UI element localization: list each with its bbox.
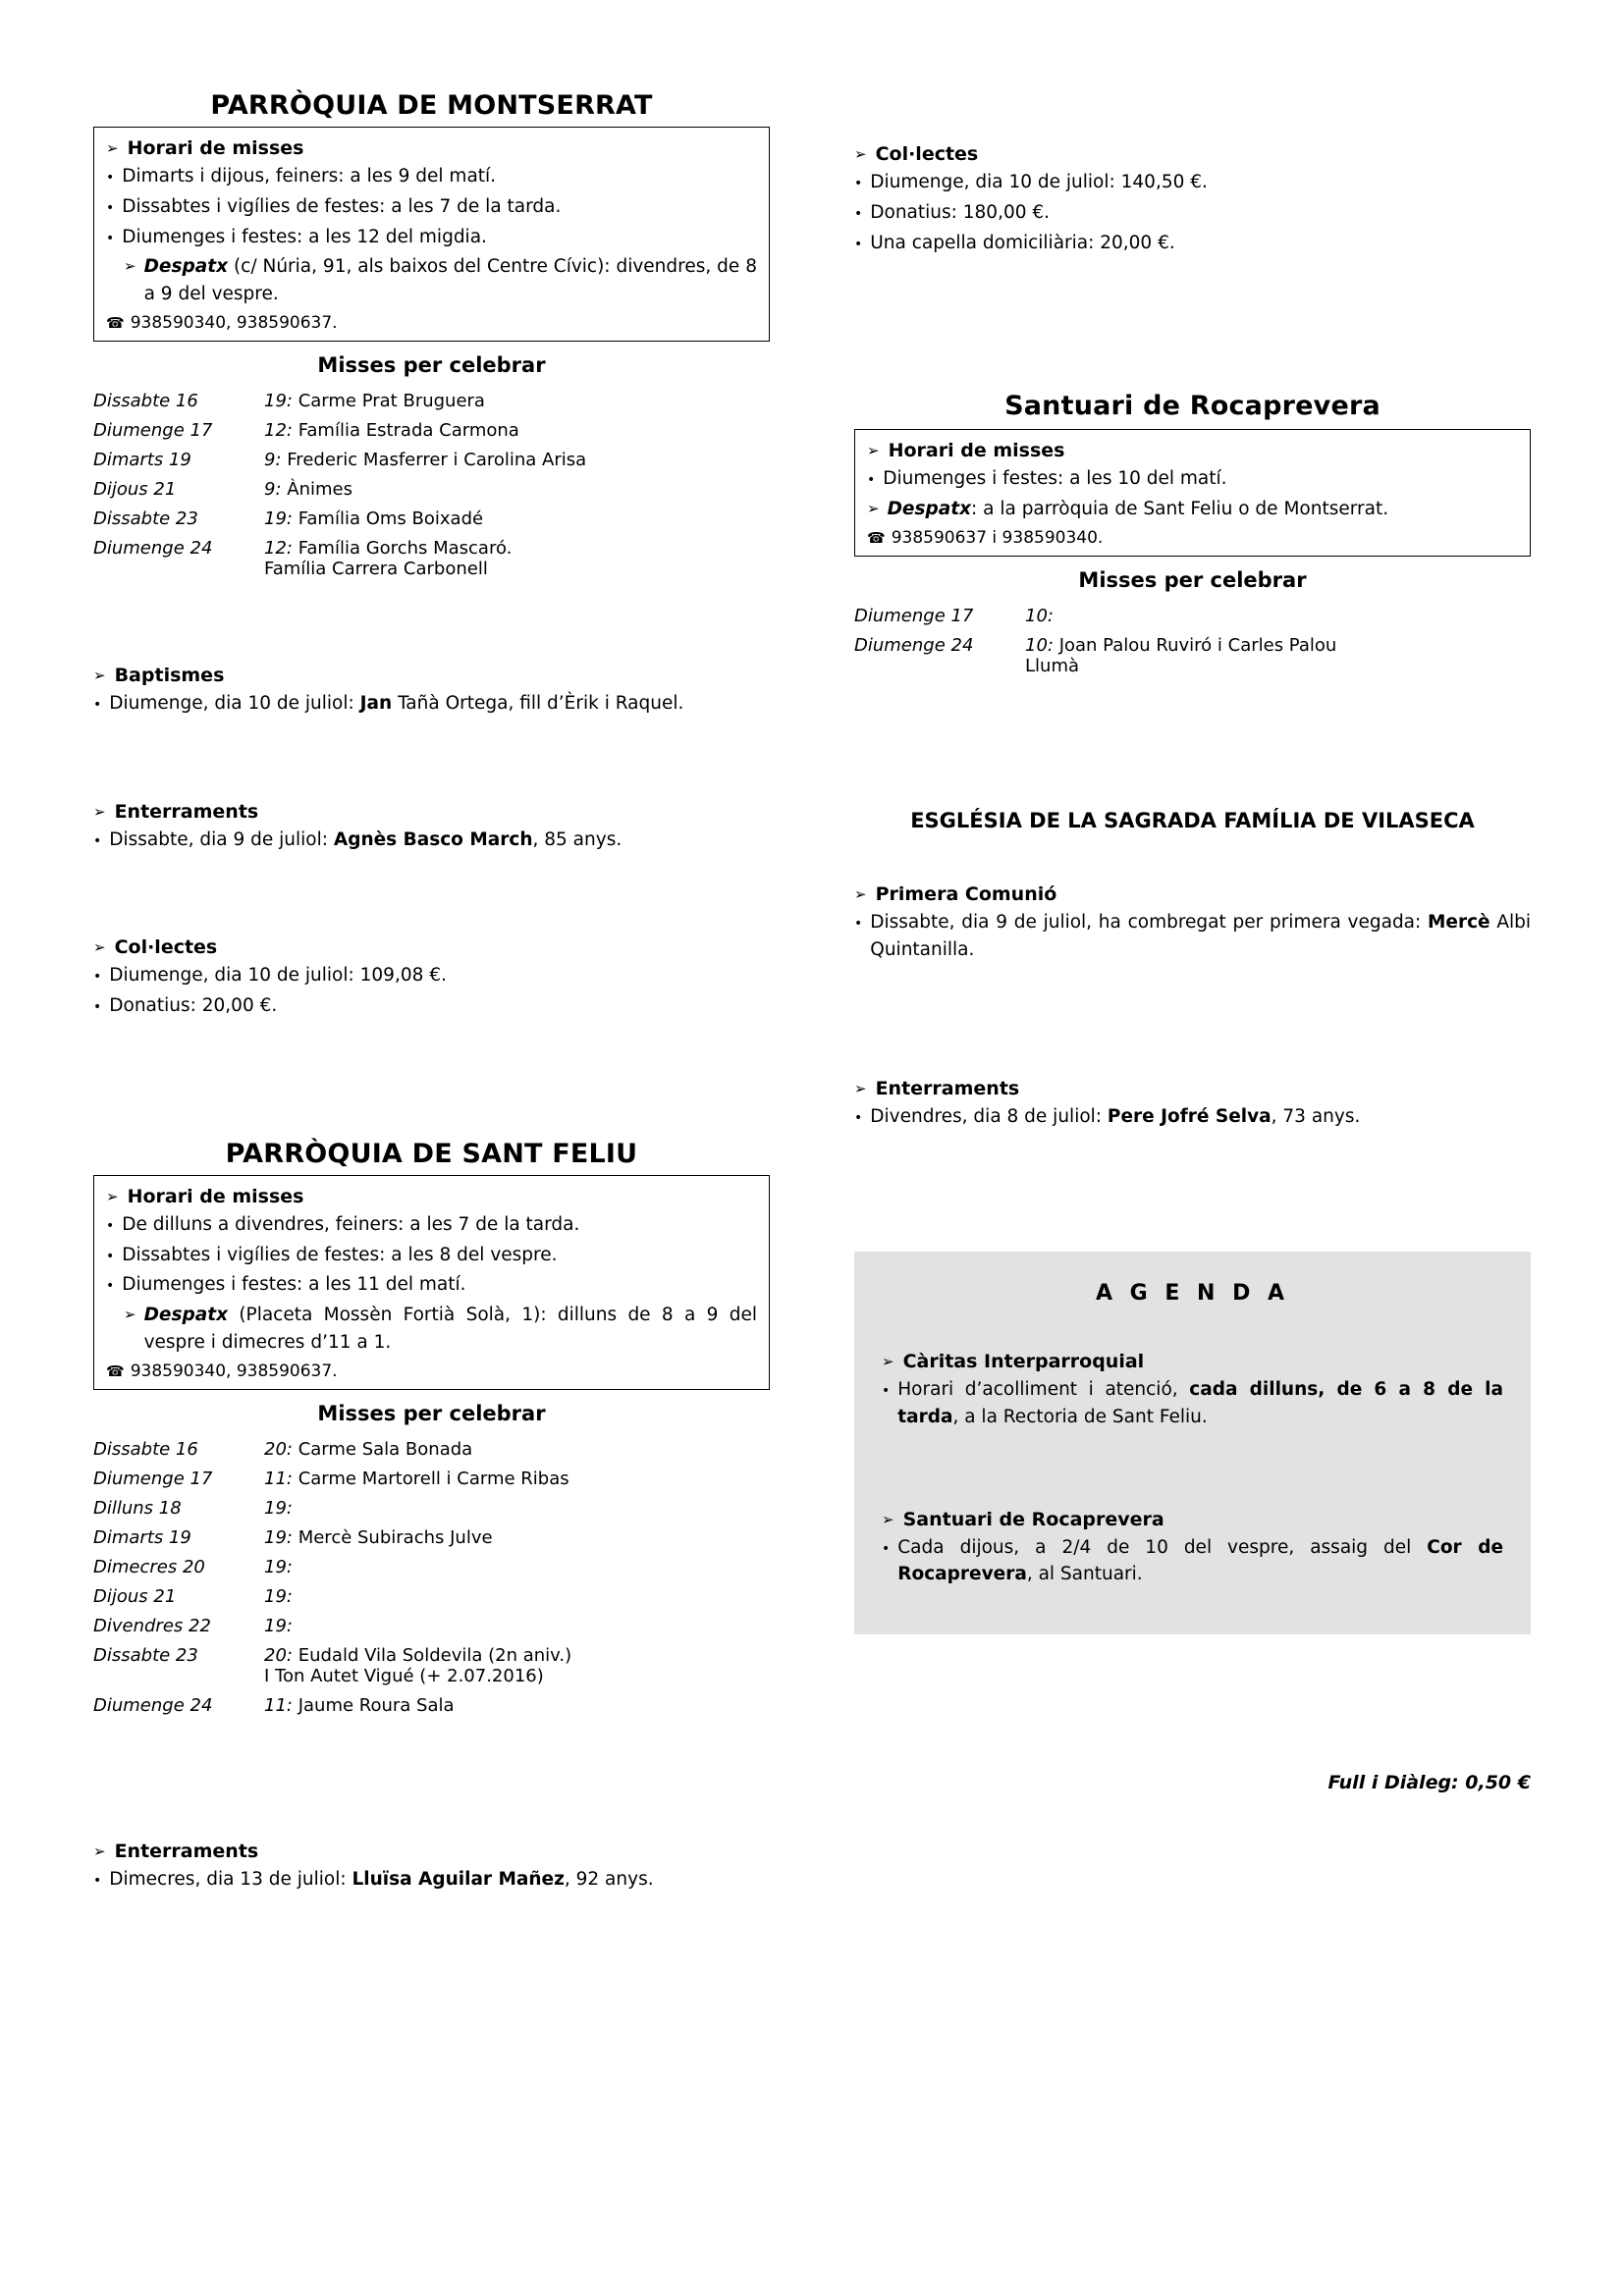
montserrat-despatx (106, 253, 757, 308)
schedule-item (106, 1271, 757, 1299)
page-title-vilaseca: ESGLÉSIA DE LA SAGRADA FAMÍLIA DE VILASECA (910, 808, 1475, 832)
entry-suffix: , 92 anys. (564, 1868, 654, 1890)
entry-suffix: Tañà Ortega, fill d’Èrik i Raquel. (392, 692, 684, 714)
arrow-icon: ➢ (106, 139, 119, 157)
mass-intention: Carme Martorell i Carme Ribas (298, 1468, 569, 1489)
collectes-text: Diumenge, dia 10 de juliol: 109,08 €. (109, 965, 447, 987)
mass-intention: Eudald Vila Soldevila (2n aniv.) (298, 1645, 572, 1666)
schedule-item (867, 465, 1518, 493)
mass-day: Dissabte 16 (93, 1439, 198, 1460)
mass-hour: 19: (264, 1557, 293, 1577)
montserrat-collectes-right-block (854, 143, 1531, 256)
mass-hour: 19: (264, 508, 293, 530)
table-row (93, 475, 770, 505)
arrow-icon: ➢ (106, 1187, 119, 1205)
arrow-icon: ➢ (93, 666, 106, 684)
mass-hour: 12: (264, 420, 293, 442)
mass-day: Diumenge 17 (93, 420, 213, 442)
mass-hour: 19: (264, 1616, 293, 1636)
entry-name: Jan (359, 692, 393, 714)
mass-hour: 11: (264, 1695, 293, 1716)
table-row (93, 1691, 770, 1721)
schedule-item (106, 1211, 757, 1239)
table-row (93, 534, 770, 584)
arrow-icon: ➢ (93, 802, 106, 821)
bullet-icon: • (854, 205, 863, 222)
mass-detail (260, 1553, 770, 1582)
table-row (93, 416, 770, 446)
mass-detail (260, 1465, 770, 1494)
mass-day: Dilluns 18 (93, 1498, 182, 1519)
mass-detail (260, 446, 770, 475)
mass-detail (260, 1494, 770, 1523)
baptismes-heading (93, 665, 770, 686)
mass-intention: Ànimes (287, 479, 352, 501)
agenda-panel (854, 1252, 1531, 1634)
enterraments-entry (854, 1103, 1531, 1131)
arrow-icon: ➢ (854, 145, 867, 163)
mass-intention: Joan Palou Ruviró i Carles Palou (1058, 635, 1337, 657)
heading-text: Col·lectes (114, 936, 218, 959)
mass-day: Dijous 21 (93, 479, 177, 501)
entry-prefix: Cada dijous, a 2/4 de 10 del vespre, assaig del (897, 1536, 1428, 1558)
mass-day: Dimecres 20 (93, 1557, 205, 1577)
heading-text: Enterraments (114, 1840, 259, 1862)
montserrat-enterraments-block (93, 801, 770, 854)
arrow-icon: ➢ (124, 257, 136, 276)
mass-hour: 9: (264, 450, 282, 471)
enterraments-heading (854, 1078, 1531, 1099)
santfeliu-despatx (106, 1302, 757, 1357)
mass-day: Diumenge 17 (854, 606, 974, 627)
montserrat-baptismes-block (93, 665, 770, 718)
mass-intention: Família Estrada Carmona (298, 420, 519, 442)
mass-intention: Frederic Masferrer i Carolina Arisa (287, 450, 587, 471)
schedule-item-text: Diumenges i festes: a les 12 del migdia. (122, 226, 487, 247)
heading-text: Horari de misses (127, 137, 304, 159)
two-column-layout (93, 69, 1531, 1896)
schedule-item (106, 163, 757, 190)
enterraments-heading (93, 801, 770, 823)
bullet-icon: • (93, 969, 102, 986)
right-column (854, 69, 1531, 1793)
despatx-text: (c/ Núria, 91, als baixos del Centre Cívic): divendres, de 8 a 9 del vespre. (143, 256, 757, 304)
collectes-heading (93, 936, 770, 958)
vilaseca-comunio-block (854, 883, 1531, 964)
mass-hour: 19: (264, 1498, 293, 1519)
table-row (93, 1435, 770, 1465)
agenda-rocaprevera-heading (882, 1509, 1503, 1530)
enterraments-entry (93, 827, 770, 854)
table-row (854, 602, 1531, 631)
table-row (93, 1553, 770, 1582)
mass-hour: 9: (264, 479, 282, 501)
table-row (93, 505, 770, 534)
entry-prefix: Dissabte, dia 9 de juliol: (109, 828, 334, 850)
arrow-icon: ➢ (882, 1510, 894, 1528)
collectes-entry (854, 199, 1531, 227)
enterraments-entry (93, 1866, 770, 1894)
entry-highlight: cada dilluns, de 6 a 8 de la tarda (897, 1379, 1504, 1427)
bullet-icon: • (882, 1540, 891, 1557)
mass-intention-second: Llumà (1025, 656, 1080, 677)
mass-day: Dimarts 19 (93, 450, 191, 471)
mass-intention-second: Família Carrera Carbonell (264, 559, 488, 580)
rocaprevera-phone (867, 528, 1518, 548)
entry-highlight: Cor de Rocaprevera (897, 1536, 1504, 1585)
santfeliu-schedule-heading (106, 1186, 757, 1207)
schedule-item-text: Diumenges i festes: a les 11 del matí. (122, 1274, 466, 1296)
collectes-text: Diumenge, dia 10 de juliol: 140,50 €. (870, 172, 1208, 192)
montserrat-schedule-box (93, 127, 770, 342)
agenda-rocaprevera-entry (882, 1534, 1503, 1589)
mass-intention: Carme Prat Bruguera (298, 391, 485, 412)
bullet-icon: • (854, 1110, 863, 1127)
arrow-icon: ➢ (882, 1353, 894, 1370)
table-row (93, 387, 770, 416)
bullet-icon: • (106, 199, 115, 216)
schedule-item-text: Dimarts i dijous, feiners: a les 9 del matí. (122, 166, 497, 187)
mass-detail (260, 534, 770, 584)
entry-name: Agnès Basco March (333, 828, 533, 850)
mass-day: Diumenge 24 (93, 538, 213, 560)
bullet-icon: • (854, 236, 863, 252)
despatx-text: : a la parròquia de Sant Feliu o de Montserrat. (971, 499, 1389, 519)
mass-day: Diumenge 24 (93, 1695, 213, 1716)
mass-intention: Jaume Roura Sala (298, 1695, 455, 1716)
page-title-rocaprevera: Santuari de Rocaprevera (1004, 391, 1380, 422)
mass-hour: 19: (264, 1586, 293, 1607)
rocaprevera-schedule-heading (867, 440, 1518, 461)
phone-icon: ☎ (867, 528, 886, 547)
arrow-icon: ➢ (93, 938, 106, 957)
bullet-icon: • (106, 230, 115, 246)
collectes-entry (93, 992, 770, 1020)
collectes-entry (854, 169, 1531, 196)
mass-day: Dissabte 16 (93, 391, 198, 412)
bullet-icon: • (106, 1217, 115, 1234)
heading-text: Horari de misses (888, 440, 1065, 462)
mass-day: Divendres 22 (93, 1616, 211, 1636)
table-row (93, 1465, 770, 1494)
mass-intention: Carme Sala Bonada (298, 1439, 473, 1460)
montserrat-phone (106, 313, 757, 333)
arrow-icon: ➢ (867, 442, 880, 460)
mass-detail (260, 1523, 770, 1553)
entry-suffix: , al Santuari. (1026, 1564, 1143, 1585)
santfeliu-masses-table (93, 1435, 770, 1721)
mass-hour: 11: (264, 1468, 293, 1489)
schedule-item (106, 193, 757, 221)
montserrat-collectes-block (93, 936, 770, 1020)
arrow-icon: ➢ (854, 884, 867, 903)
rocaprevera-schedule-box (854, 429, 1531, 557)
left-column (93, 69, 770, 1896)
rocaprevera-masses-table (854, 602, 1531, 681)
page-title-montserrat: PARRÒQUIA DE MONTSERRAT (210, 90, 653, 121)
table-row (854, 631, 1531, 681)
schedule-item (106, 224, 757, 251)
phone-number: 938590637 i 938590340. (891, 527, 1104, 548)
heading-text: Enterraments (875, 1078, 1020, 1100)
phone-icon: ☎ (106, 313, 125, 332)
santfeliu-phone (106, 1362, 757, 1381)
entry-prefix: Dimecres, dia 13 de juliol: (109, 1868, 352, 1890)
arrow-icon: ➢ (854, 1080, 867, 1098)
entry-name: Pere Jofré Selva (1107, 1106, 1272, 1128)
vilaseca-enterraments-block (854, 1078, 1531, 1131)
mass-detail (260, 387, 770, 416)
schedule-item-text: De dilluns a divendres, feiners: a les 7 de la tarda. (122, 1213, 580, 1235)
heading-text: Primera Comunió (875, 882, 1057, 905)
mass-hour: 20: (264, 1439, 293, 1460)
despatx-label: Despatx (143, 1305, 228, 1325)
phone-number: 938590340, 938590637. (130, 312, 338, 333)
collectes-text: Donatius: 180,00 €. (870, 201, 1051, 223)
santfeliu-enterraments-block (93, 1841, 770, 1894)
bullet-icon: • (867, 472, 876, 489)
phone-number: 938590340, 938590637. (130, 1361, 338, 1381)
entry-prefix: Diumenge, dia 10 de juliol: (109, 692, 360, 714)
heading-text: Santuari de Rocaprevera (902, 1508, 1164, 1530)
rocaprevera-masses-heading: Misses per celebrar (1078, 567, 1307, 592)
table-row (93, 446, 770, 475)
arrow-icon: ➢ (124, 1306, 136, 1323)
agenda-caritas-heading (882, 1351, 1503, 1372)
entry-prefix: Dissabte, dia 9 de juliol, ha combregat per primera vegada: (870, 911, 1428, 933)
mass-detail (260, 1612, 770, 1641)
collectes-entry (93, 962, 770, 989)
mass-detail (260, 505, 770, 534)
mass-hour: 12: (264, 538, 293, 560)
table-row (93, 1523, 770, 1553)
mass-intention: Família Oms Boixadé (298, 508, 484, 530)
bullet-icon: • (93, 696, 102, 713)
mass-day: Dissabte 23 (93, 1645, 198, 1666)
schedule-item-text: Dissabtes i vigílies de festes: a les 7 de la tarda. (122, 195, 562, 217)
bullet-icon: • (93, 1872, 102, 1889)
page-title-sant-feliu: PARRÒQUIA DE SANT FELIU (225, 1138, 638, 1169)
entry-name: Lluïsa Aguilar Mañez (352, 1868, 565, 1890)
heading-text: Horari de misses (127, 1185, 304, 1207)
mass-detail (1021, 602, 1531, 631)
agenda-caritas-entry (882, 1376, 1503, 1431)
entry-name: Mercè (1428, 911, 1490, 933)
mass-detail (1021, 631, 1531, 681)
footer-price: Full i Diàleg: 0,50 € (1327, 1772, 1531, 1793)
bullet-icon: • (882, 1383, 891, 1399)
bullet-icon: • (93, 832, 102, 849)
agenda-title: A G E N D A (1095, 1281, 1290, 1306)
collectes-heading (854, 143, 1531, 165)
mass-hour: 19: (264, 391, 293, 412)
comunio-heading (854, 883, 1531, 905)
bullet-icon: • (106, 1278, 115, 1295)
heading-text: Col·lectes (875, 143, 979, 165)
montserrat-schedule-heading (106, 137, 757, 159)
mass-detail (260, 1641, 770, 1691)
entry-suffix: , a la Rectoria de Sant Feliu. (952, 1406, 1208, 1427)
despatx-label: Despatx (143, 256, 228, 278)
mass-day: Diumenge 24 (854, 635, 974, 657)
heading-text: Càritas Interparroquial (902, 1351, 1145, 1372)
phone-icon: ☎ (106, 1362, 125, 1380)
mass-hour: 10: (1025, 606, 1054, 627)
collectes-entry (854, 230, 1531, 257)
rocaprevera-despatx (867, 496, 1518, 523)
entry-suffix: Albi Quintanilla. (870, 911, 1532, 960)
mass-intention: Mercè Subirachs Julve (298, 1527, 493, 1548)
montserrat-masses-table (93, 387, 770, 584)
entry-prefix: Horari d’acolliment i atenció, (897, 1379, 1190, 1400)
mass-detail (260, 1582, 770, 1612)
santfeliu-schedule-box (93, 1175, 770, 1390)
mass-day: Dimarts 19 (93, 1527, 191, 1548)
table-row (93, 1612, 770, 1641)
mass-detail (260, 1691, 770, 1721)
enterraments-heading (93, 1841, 770, 1862)
bullet-icon: • (106, 170, 115, 186)
santfeliu-masses-heading: Misses per celebrar (317, 1401, 546, 1425)
bullet-icon: • (854, 176, 863, 191)
collectes-text: Una capella domiciliària: 20,00 €. (870, 232, 1175, 253)
entry-suffix: , 85 anys. (532, 828, 623, 850)
bullet-icon: • (93, 999, 102, 1015)
schedule-item-text: Diumenges i festes: a les 10 del matí. (883, 468, 1227, 490)
despatx-label: Despatx (887, 499, 971, 519)
montserrat-masses-heading: Misses per celebrar (317, 352, 546, 377)
mass-hour: 20: (264, 1645, 293, 1666)
mass-hour: 19: (264, 1527, 293, 1548)
table-row (93, 1582, 770, 1612)
bullet-icon: • (106, 1248, 115, 1264)
comunio-entry (854, 909, 1531, 964)
collectes-text: Donatius: 20,00 €. (109, 995, 278, 1016)
entry-suffix: , 73 anys. (1271, 1106, 1361, 1128)
mass-day: Diumenge 17 (93, 1468, 213, 1489)
arrow-icon: ➢ (867, 500, 880, 517)
bullet-icon: • (854, 915, 863, 932)
mass-day: Dijous 21 (93, 1586, 177, 1607)
despatx-text: (Placeta Mossèn Fortià Solà, 1): dilluns de 8 a 9 del vespre i dimecres d’11 a 1. (143, 1305, 757, 1353)
mass-detail (260, 416, 770, 446)
table-row (93, 1494, 770, 1523)
schedule-item-text: Dissabtes i vigílies de festes: a les 8 del vespre. (122, 1244, 558, 1265)
mass-detail (260, 475, 770, 505)
schedule-item (106, 1242, 757, 1269)
mass-intention-second: I Ton Autet Vigué (+ 2.07.2016) (264, 1666, 544, 1686)
mass-intention: Família Gorchs Mascaró. (298, 538, 513, 560)
entry-prefix: Divendres, dia 8 de juliol: (870, 1106, 1108, 1128)
mass-day: Dissabte 23 (93, 508, 198, 530)
mass-hour: 10: (1025, 635, 1054, 657)
baptismes-entry (93, 690, 770, 718)
table-row (93, 1641, 770, 1691)
arrow-icon: ➢ (93, 1842, 106, 1860)
heading-text: Enterraments (114, 800, 259, 823)
heading-text: Baptismes (114, 664, 225, 686)
mass-detail (260, 1435, 770, 1465)
